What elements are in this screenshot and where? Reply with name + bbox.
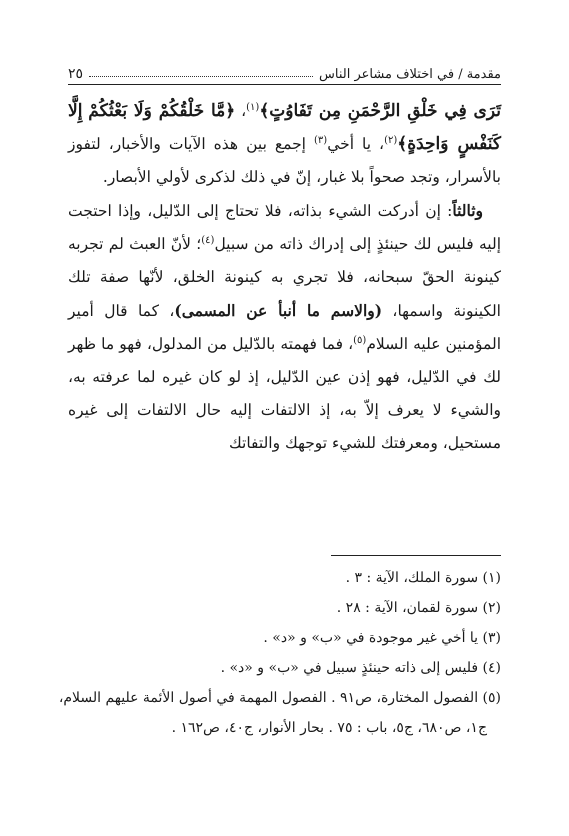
p2-text-c: ، كما قال أمير المؤمنين عليه السلام [68,302,501,353]
paragraph-2 [68,194,501,460]
footnote-3: (٣) يا أخي غير موجودة في «ب» و «د» . [263,630,501,646]
footnote-ref-2[interactable]: (٢) [384,134,398,146]
footnote-4: (٤) فليس إلى ذاته حينئذٍ سبيل في «ب» و «د» . [220,660,501,676]
p2-text-a: : إن أدركت الشيء بذاته، فلا تحتاج إلى الدّليل، وإذا احتجت إليه فليس لك حينئذٍ إلى إدراك ذاته من سبيل [68,202,502,253]
footnote-1: (١) سورة الملك، الآية : ٣ . [345,570,501,586]
separator: ، [235,102,247,120]
header-rule [68,84,501,85]
page-number: ٢٥ [68,66,84,82]
main-text [68,95,501,460]
quran-verse-1: تَرَى فِي خَلْقِ الرَّحْمَنِ مِن تَفَاوُتٍ﴾ [259,101,501,121]
p2-text-b: ؛ لأنّ العبث لم تجربه كينونة الحقّ سبحانه، فلا تجري به كينونة الخلق، لأنّها صفة تلك الكينونة واسمها، [68,235,501,320]
running-head-title: مقدمة / في اختلاف مشاعر الناس [319,67,501,82]
footnote-2: (٢) سورة لقمان، الآية : ٢٨ . [336,600,501,616]
quote-bold: (والاسم ما أنبأ عن المسمى) [174,301,383,320]
footnote-rule [331,555,501,556]
quran-verse-2-end: إِلَّا كَنَفْسٍ وَاحِدَةٍ﴾ [68,101,501,154]
text-line4: الأبصار. [102,168,151,186]
running-head [68,58,501,82]
paragraph-1 [68,95,501,194]
third-point-lead: وثالثاً [452,201,483,220]
footnote-ref-1[interactable]: (١) [246,101,260,113]
quran-verse-2: ﴿مَّا خَلْقُكُمْ وَلَا بَعْثُكُمْ [88,101,236,121]
footnotes [58,563,501,743]
p2-text-d: ، فما فهمته بالدّليل من المدلول، فهو ما ظهر لك في الدّليل، فهو إذن عين الدّليل، إذ لو كان غيره لما عرفته به، والشيء لا يعرف إلاّ به، إذ الالتفات إليه حال الالتفات إلى غيره مستحيل، ومعرفتك للشيء توجهك والتفاتك [68,335,501,452]
footnote-ref-3[interactable]: (٣) [314,134,328,146]
leader-dots [89,76,313,77]
text-line2: إجمع بين هذه الآيات والأخبار، [108,135,314,153]
footnote-5: (٥) الفصول المختارة، ص٩١ . الفصول المهمة في أصول الأئمة عليهم السلام، [58,690,501,706]
footnote-5-continued: ج١، ص٦٨٠، ج٥، باب : ٧٥ . بحار الأنوار، ج٤٠، ص١٦٢ . [171,720,487,736]
footnote-ref-5[interactable]: (٥) [353,334,367,346]
text-line3: لتفوز بالأسرار، وتجد صحواً بلا غبار، إنّ في ذلك لذكرى لأولي [68,135,501,186]
footnote-ref-4[interactable]: (٤) [201,234,215,246]
text-ya-akhi: ، يا أخي [327,135,385,153]
